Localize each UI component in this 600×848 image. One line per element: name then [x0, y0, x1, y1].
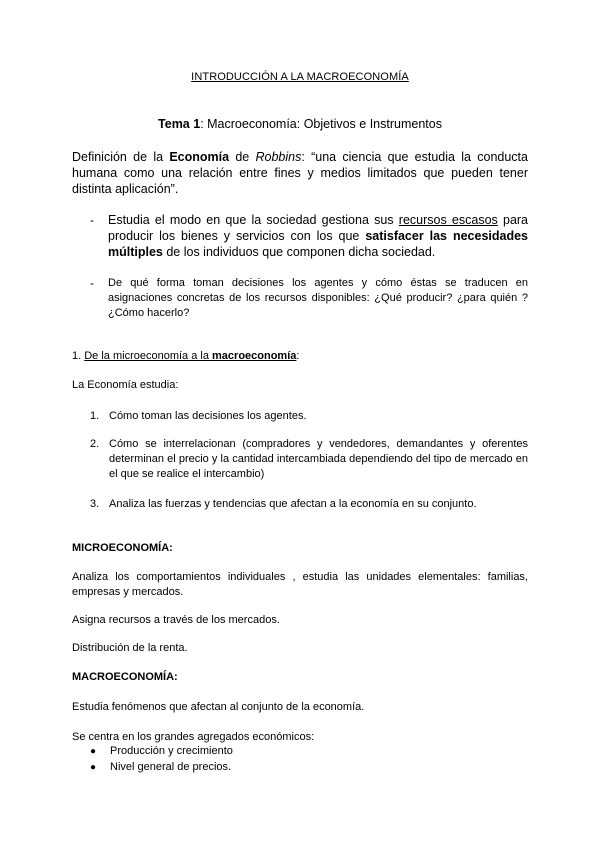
item-text: Analiza las fuerzas y tendencias que afectan a la economía en su conjunto. [109, 498, 477, 510]
dash-item-text-3: de los individuos que componen dicha sociedad. [162, 245, 436, 259]
macro-paragraph: Se centra en los grandes agregados económicos: [72, 731, 315, 743]
micro-paragraph: Analiza los comportamientos individuales , estudia las unidades elementales: familias, empresas y mercados. [72, 571, 528, 598]
topic-text: : Macroeconomía: Objetivos e Instrumentos [200, 117, 442, 131]
item-number: 3. [90, 498, 100, 510]
macroeconomia-heading: MACROECONOMÍA: [72, 671, 178, 683]
underlined-term: recursos escasos [398, 213, 498, 227]
microeconomia-heading: MICROECONOMÍA: [72, 542, 173, 554]
bullet-item-text: Producción y crecimiento [110, 745, 233, 757]
dash-item-text [108, 212, 528, 260]
section-number: 1. [72, 350, 85, 362]
intro-text: La Economía estudia: [72, 379, 179, 391]
definition-paragraph [72, 149, 528, 197]
definition-text-3: : “una ciencia que estudia la conducta humana como una relación entre fines y medios limitados que pueden tener distinta aplicación”. [72, 150, 528, 196]
bullet-list-item [90, 744, 233, 759]
bullet-list-item [90, 760, 231, 775]
bullet-dot-icon: ● [90, 762, 97, 773]
definition-text-2: de [229, 150, 256, 164]
micro-paragraph: Distribución de la renta. [72, 642, 188, 654]
micro-paragraph: Asigna recursos a través de los mercados. [72, 614, 280, 626]
topic-label: Tema 1 [158, 117, 201, 131]
bullet-item-text: Nivel general de precios. [110, 761, 232, 773]
definition-author: Robbins [255, 150, 302, 164]
dash-item-text-1: Estudia el modo en que la sociedad gestiona sus [108, 213, 399, 227]
item-text: Cómo se interrelacionan (compradores y vendedores, demandantes y oferentes determinan el precio y la cantidad intercambiada dependiendo del tipo de mercado en el que se realice el intercambio) [109, 438, 528, 480]
dash-item-text-2: para producir los bienes y servicios con los que [108, 213, 529, 243]
item-number: 1. [90, 410, 100, 422]
bold-phrase: satisfacer las necesidades múltiples [108, 229, 528, 259]
definition-text-1: Definición de la [72, 150, 170, 164]
dash-item-text: De qué forma toman decisiones los agentes y cómo éstas se traducen en asignaciones concretas de los recursos disponibles: ¿Qué producir? ¿para quién ? ¿Cómo hacerlo? [108, 277, 528, 319]
bullet-dot-icon: ● [90, 746, 97, 757]
macro-paragraph: Estudia fenómenos que afectan al conjunto de la economía. [72, 701, 365, 713]
dash-marker: - [90, 213, 94, 227]
dash-marker: - [90, 276, 94, 290]
section-heading [72, 350, 299, 362]
item-number: 2. [90, 438, 100, 450]
item-text: Cómo toman las decisiones los agentes. [109, 410, 307, 422]
definition-term: Economía [169, 150, 230, 164]
section-title-bold: macroeconomía [212, 350, 297, 362]
section-colon: : [296, 350, 300, 362]
topic-heading [0, 117, 600, 131]
section-title-underlined: De la microeconomía a la [84, 350, 213, 362]
document-title: INTRODUCCIÓN A LA MACROECONOMÍA [191, 71, 409, 83]
